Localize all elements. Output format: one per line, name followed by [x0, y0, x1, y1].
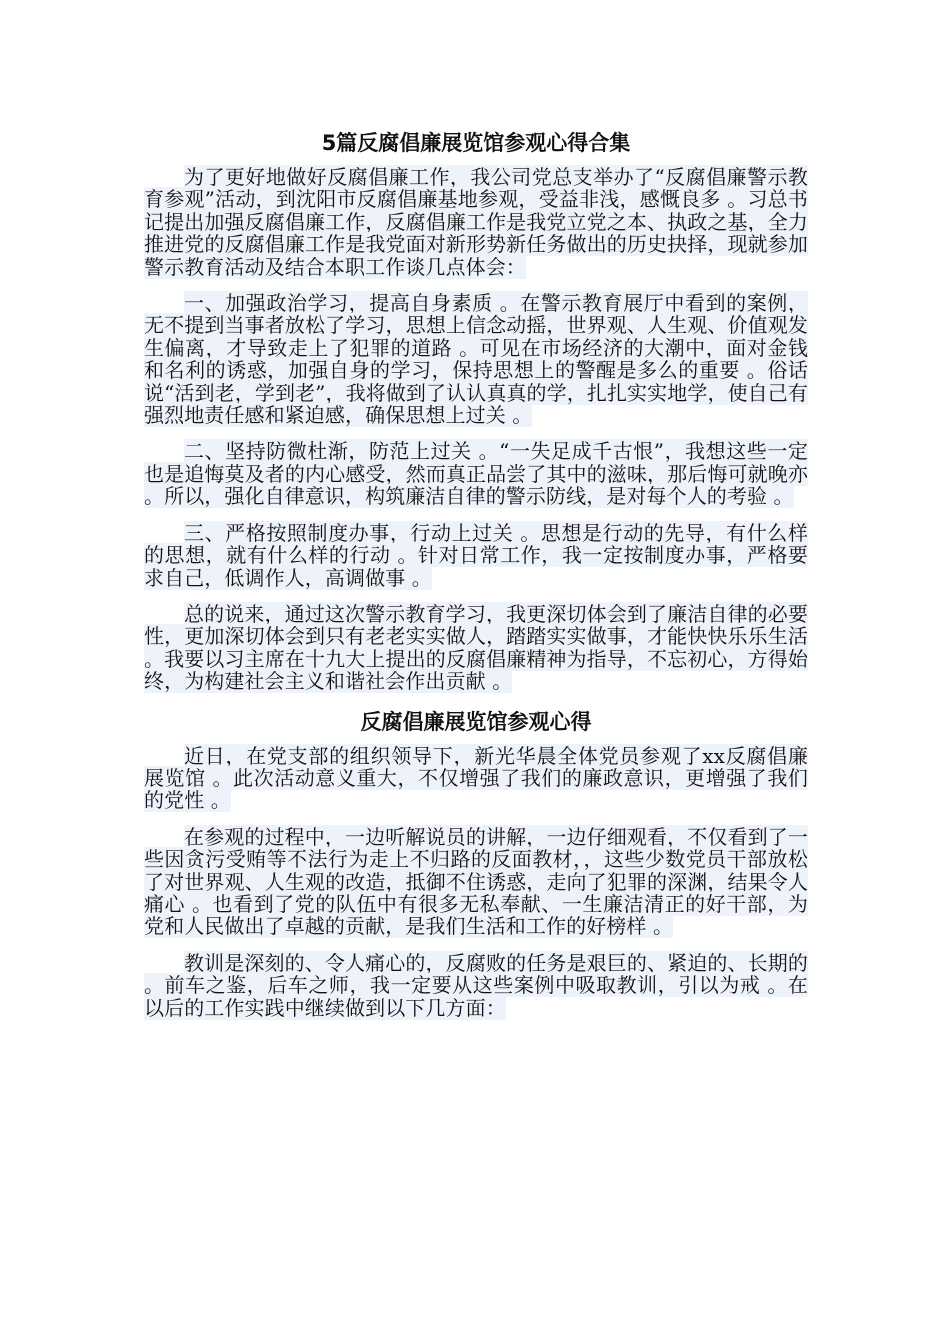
- paragraph-text: 近日，在党支部的组织领导下，新光华晨全体党员参观了xx反腐倡廉展览馆 。此次活动意义重大，不仅增强了我们的廉政意识，更增强了我们的党性 。: [144, 743, 808, 813]
- paragraph-text: 三、严格按照制度办事，行动上过关 。思想是行动的先导，有什么样的思想，就有什么样的行动 。针对日常工作，我一定按制度办事，严格要求自己，低调作人，高调做事 。: [144, 520, 808, 590]
- paragraph-text: 总的说来，通过这次警示教育学习，我更深切体会到了廉洁自律的必要性，更加深切体会到只有老老实实做人，踏踏实实做事，才能快快乐乐生活 。我要以习主席在十九大上提出的反腐倡廉精神为指导，不忘初心，方得始终，为构建社会主义和谐社会作出贡献 。: [144, 601, 808, 694]
- paragraph-text: 一、加强政治学习，提高自身素质 。在警示教育展厅中看到的案例，无不提到当事者放松了学习，思想上信念动摇，世界观、人生观、价值观发生偏离，才导致走上了犯罪的道路 。可见在市场经济的大潮中，面对金钱和名利的诱惑，加强自身的学习，保持思想上的警醒是多么的重要 。俗话说“活到老，学到老”，我将做到了认认真真的学，扎扎实实地学，使自己有强烈地责任感和紧迫感，确保思想上过关 。: [144, 291, 808, 428]
- paragraph-text: 在参观的过程中，一边听解说员的讲解，一边仔细观看，不仅看到了一些因贪污受贿等不法行为走上不归路的反面教材，，这些少数党员干部放松了对世界观、人生观的改造，抵御不住诱惑，走向了犯罪的深渊，结果令人痛心 。也看到了党的队伍中有很多无私奉献、一生廉洁清正的好干部，为党和人民做出了卓越的贡献，是我们生活和工作的好榜样 。: [144, 824, 808, 939]
- paragraph: [144, 745, 808, 812]
- paragraph: [144, 952, 808, 1019]
- paragraph: [144, 522, 808, 589]
- paragraph-text: 教训是深刻的、令人痛心的，反腐败的任务是艰巨的、紧迫的、长期的 。前车之鉴，后车之师，我一定要从这些案例中吸取教训，引以为戒 。在以后的工作实践中继续做到以下几方面：: [144, 950, 808, 1020]
- paragraph: [144, 603, 808, 693]
- paragraph: [144, 166, 808, 278]
- document-body: [144, 128, 808, 1033]
- paragraph: [144, 826, 808, 938]
- paragraph-text: 二、坚持防微杜渐，防范上过关 。“一失足成千古恨”，我想这些一定也是追悔莫及者的内心感受，然而真正品尝了其中的滋味，那后悔可就晚亦 。所以，强化自律意识，构筑廉洁自律的警示防线，是对每个人的考验 。: [144, 439, 808, 509]
- section-title: 反腐倡廉展览馆参观心得: [360, 709, 592, 734]
- document-title: 5篇反腐倡廉展览馆参观心得合集: [321, 131, 631, 155]
- paragraph: [144, 292, 808, 426]
- paragraph-text: 为了更好地做好反腐倡廉工作，我公司党总支举办了“反腐倡廉警示教育参观”活动，到沈阳市反腐倡廉基地参观，受益非浅，感慨良多 。习总书记提出加强反腐倡廉工作，反腐倡廉工作是我党立党之本、执政之基，全力推进党的反腐倡廉工作是我党面对新形势新任务做出的历史抉择，现就参加警示教育活动及结合本职工作谈几点体会：: [144, 165, 808, 279]
- paragraph: [144, 440, 808, 507]
